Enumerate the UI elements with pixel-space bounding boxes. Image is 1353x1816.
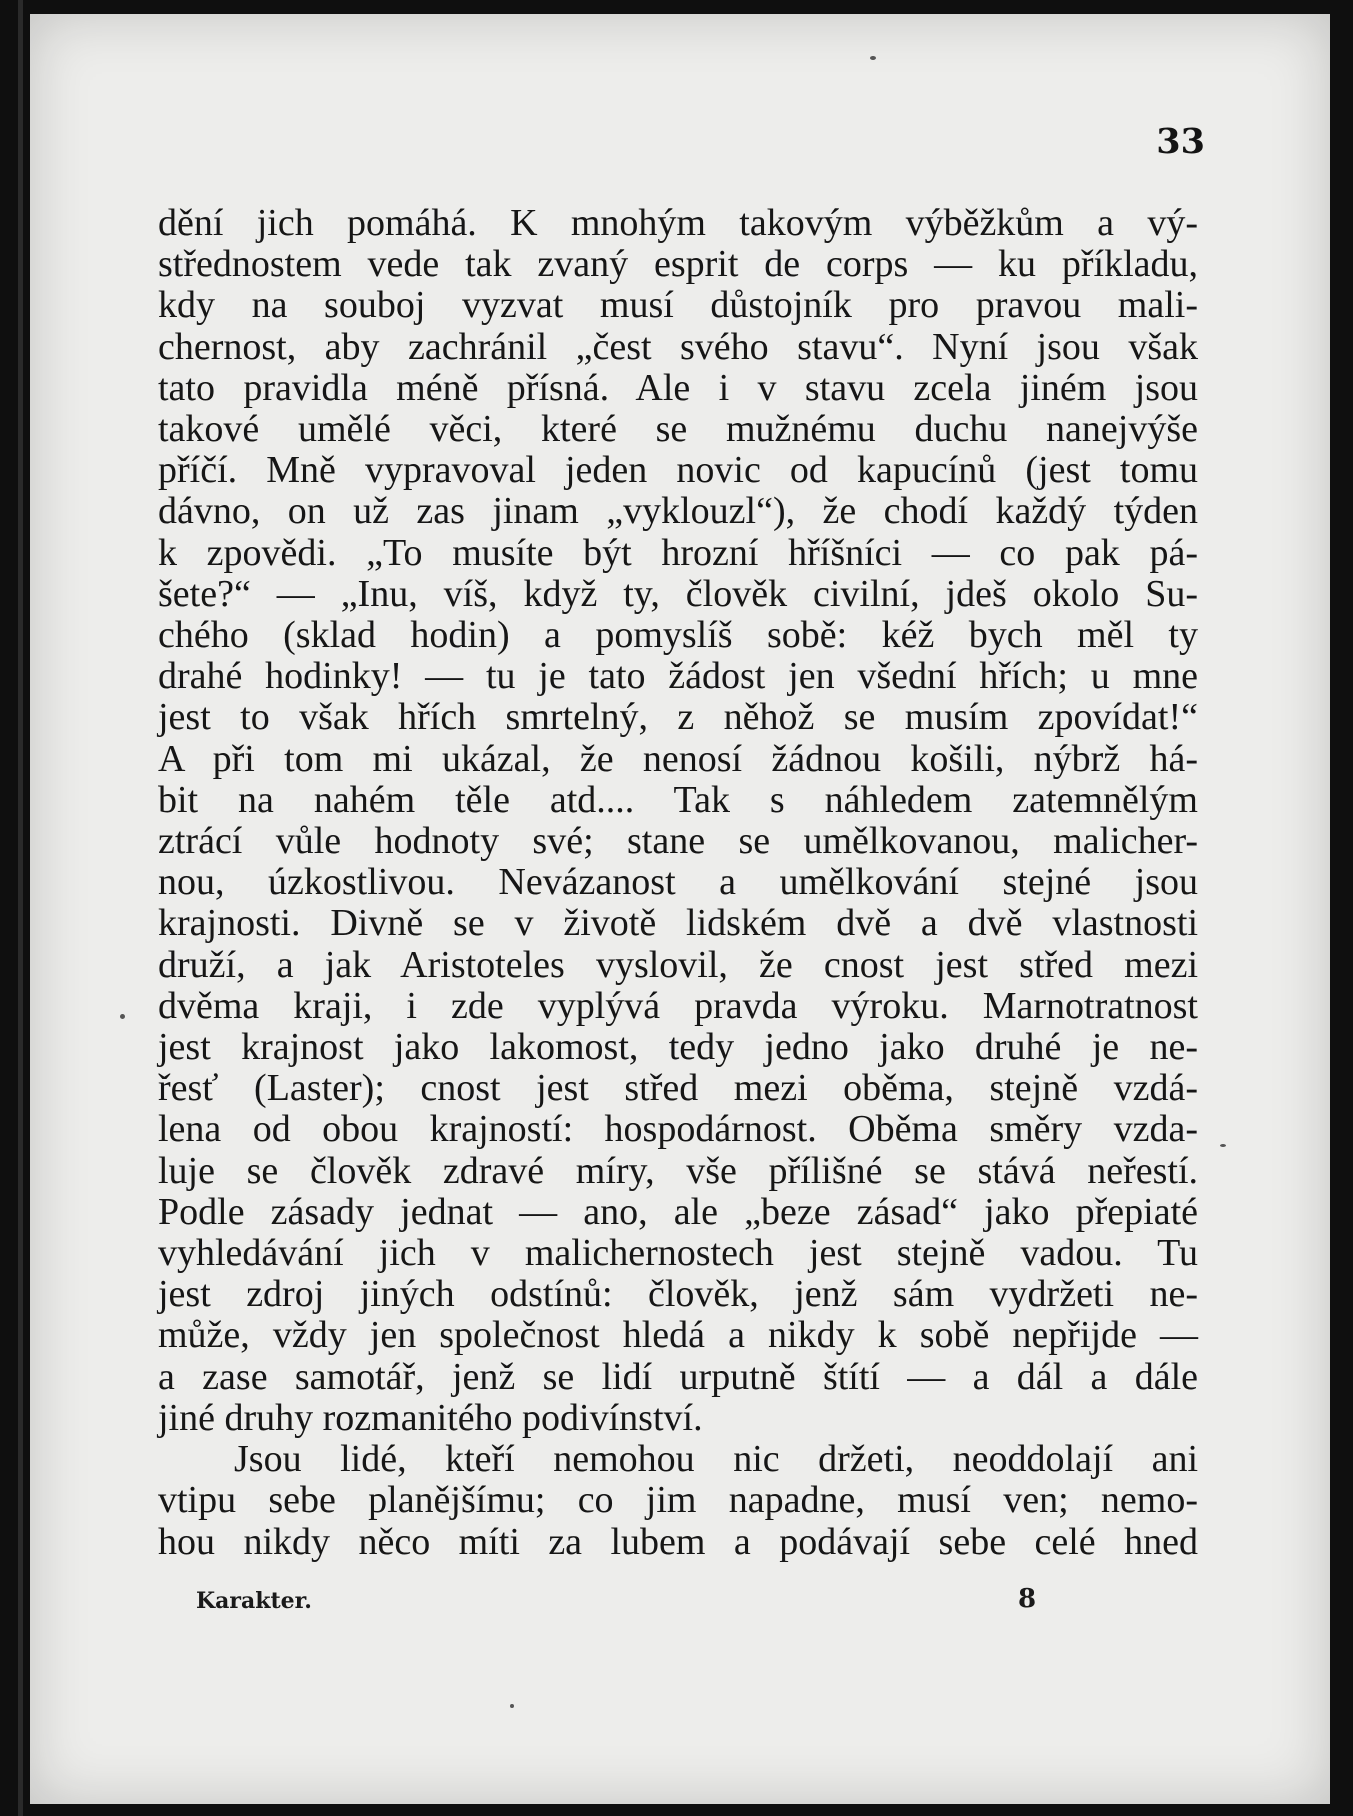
- text-line: dění jich pomáhá. K mnohým takovým výběžkům a vý-: [158, 202, 1198, 244]
- text-line: vyhledávání jich v malichernostech jest stejně vadou. Tu: [158, 1232, 1198, 1275]
- page-number: 33: [1156, 121, 1205, 162]
- text-line: dvěma kraji, i zde vyplývá pravda výroku. Marnotratnost: [158, 984, 1198, 1027]
- text-line: jest zdroj jiných odstínů: člověk, jenž sám vydržeti ne-: [158, 1273, 1198, 1316]
- text-line: dávno, on už zas jinam „vyklouzl“), že chodí každý týden: [158, 490, 1198, 533]
- text-line: příčí. Mně vypravoval jeden novic od kapucínů (jest tomu: [158, 449, 1198, 492]
- text-line: a zase samotář, jenž se lidí urputně štítí — a dál a dále: [158, 1355, 1198, 1398]
- text-line: lena od obou krajností: hospodárnost. Oběma směry vzda-: [158, 1108, 1198, 1151]
- text-line: takové umělé věci, které se mužnému duchu nanejvýše: [158, 408, 1198, 451]
- text-line: jest krajnost jako lakomost, tedy jedno jako druhé je ne-: [158, 1026, 1198, 1069]
- text-line: jest to však hřích smrtelný, z něhož se musím zpovídat!“: [158, 696, 1198, 739]
- text-line: nou, úzkostlivou. Nevázanost a umělkování stejné jsou: [158, 861, 1198, 904]
- text-line: tato pravidla méně přísná. Ale i v stavu zcela jiném jsou: [158, 366, 1198, 409]
- text-line: luje se člověk zdravé míry, vše přílišné se stává neřestí.: [158, 1149, 1198, 1192]
- scan-speck: [120, 1014, 125, 1019]
- text-line: bit na nahém těle atd.... Tak s náhledem zatemnělým: [158, 778, 1198, 821]
- text-line: druží, a jak Aristoteles vyslovil, že cnost jest střed mezi: [158, 943, 1198, 986]
- text-line: A při tom mi ukázal, že nenosí žádnou košili, nýbrž há-: [158, 737, 1198, 780]
- text-line: k zpovědi. „To musíte být hrozní hříšníci — co pak pá-: [158, 531, 1198, 574]
- text-line: hou nikdy něco míti za lubem a podávají sebe celé hned: [158, 1520, 1198, 1563]
- text-line: řesť (Laster); cnost jest střed mezi oběma, stejně vzdá-: [158, 1067, 1198, 1110]
- text-line: krajnosti. Divně se v životě lidském dvě a dvě vlastnosti: [158, 902, 1198, 945]
- scan-speck: [510, 1704, 514, 1708]
- text-line: Podle zásady jednat — ano, ale „beze zásad“ jako přepiaté: [158, 1190, 1198, 1233]
- scan-speck: [1220, 1144, 1226, 1147]
- body-text: [158, 203, 1198, 1563]
- text-line: chernost, aby zachránil „čest svého stavu“. Nyní jsou však: [158, 325, 1198, 368]
- scan-speck: [870, 56, 876, 60]
- text-line: vtipu sebe planějšímu; co jim napadne, musí ven; nemo-: [158, 1479, 1198, 1522]
- text-line-paragraph-start: Jsou lidé, kteří nemohou nic držeti, neoddolají ani: [234, 1438, 1198, 1481]
- text-line: drahé hodinky! — tu je tato žádost jen všední hřích; u mne: [158, 655, 1198, 698]
- text-line: šete?“ — „Inu, víš, když ty, člověk civilní, jdeš okolo Su-: [158, 572, 1198, 615]
- binding-edge: [18, 0, 23, 1816]
- text-line: kdy na souboj vyzvat musí důstojník pro pravou mali-: [158, 284, 1198, 327]
- text-line: ztrácí vůle hodnoty své; stane se umělkovanou, malicher-: [158, 820, 1198, 863]
- text-line: může, vždy jen společnost hledá a nikdy k sobě nepřijde —: [158, 1314, 1198, 1357]
- text-line-paragraph-end: jiné druhy rozmanitého podivínství.: [158, 1396, 703, 1439]
- footer-sheet-number: 8: [1018, 1584, 1037, 1614]
- text-line: střednostem vede tak zvaný esprit de corps — ku příkladu,: [158, 243, 1198, 286]
- footer-signature: Karakter.: [196, 1588, 312, 1614]
- text-line: chého (sklad hodin) a pomyslíš sobě: kéž bych měl ty: [158, 614, 1198, 657]
